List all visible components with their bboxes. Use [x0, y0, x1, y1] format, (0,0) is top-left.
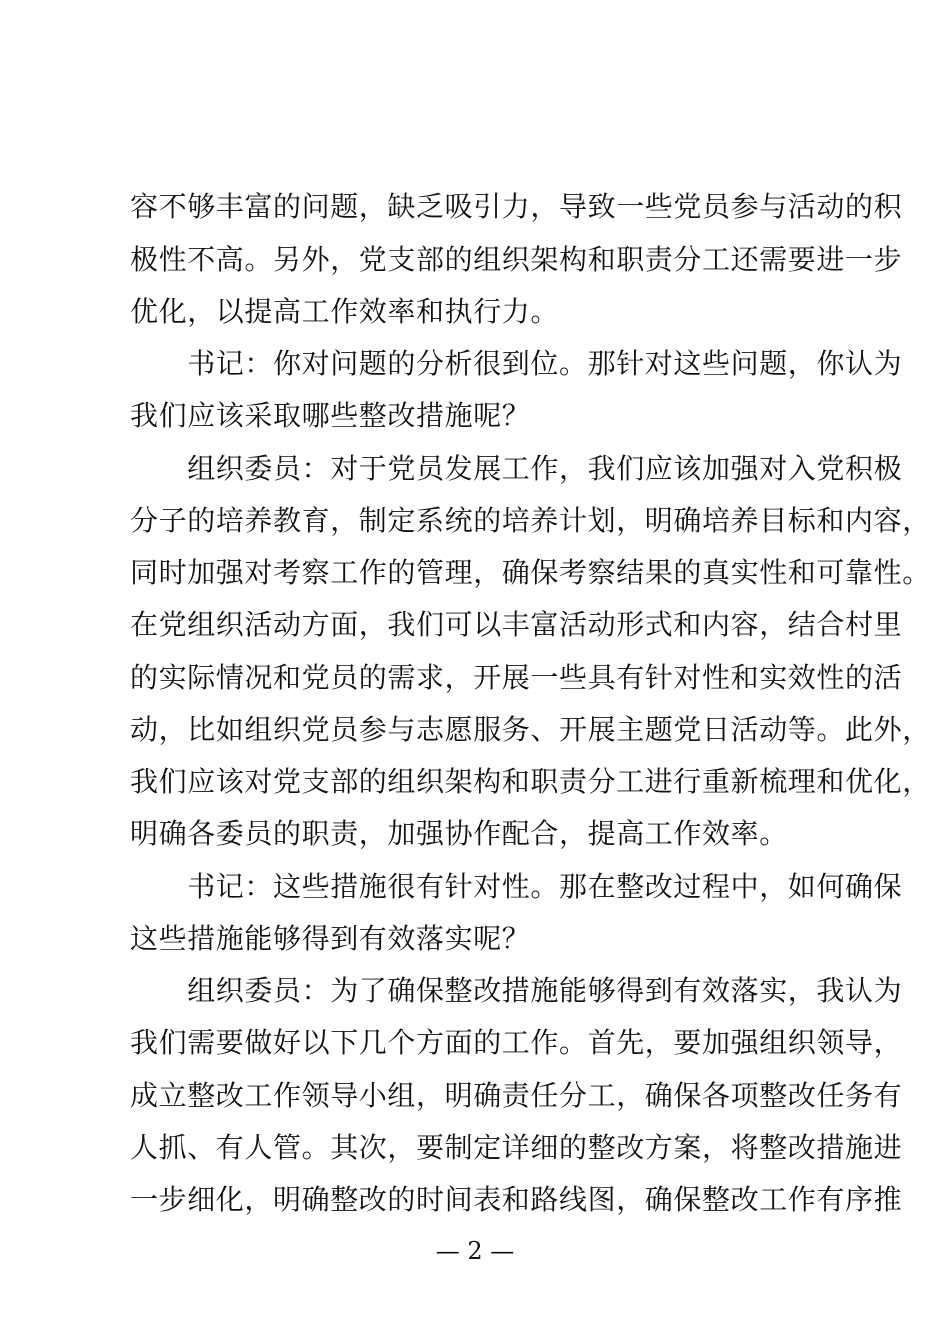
text-line: 容不够丰富的问题，缺乏吸引力，导致一些党员参与活动的积 — [130, 190, 903, 223]
text-line: 我们应该采取哪些整改措施呢？ — [130, 399, 531, 432]
text-line: 书记：你对问题的分析很到位。那针对这些问题，你认为 — [130, 347, 903, 380]
text-line: 极性不高。另外，党支部的组织架构和职责分工还需要进一步 — [130, 243, 903, 276]
text-line: 一步细化，明确整改的时间表和路线图，确保整改工作有序推 — [130, 1183, 903, 1216]
text-line: 组织委员：为了确保整改措施能够得到有效落实，我认为 — [130, 974, 903, 1007]
text-line: 书记：这些措施很有针对性。那在整改过程中，如何确保 — [130, 870, 903, 903]
text-line: 同时加强对考察工作的管理，确保考察结果的真实性和可靠性。 — [130, 556, 931, 589]
text-line: 这些措施能够得到有效落实呢？ — [130, 922, 531, 955]
text-line: 在党组织活动方面，我们可以丰富活动形式和内容，结合村里 — [130, 608, 903, 641]
text-line: 组织委员：对于党员发展工作，我们应该加强对入党积极 — [130, 452, 903, 485]
text-line: 明确各委员的职责，加强协作配合，提高工作效率。 — [130, 817, 788, 850]
text-line: 成立整改工作领导小组，明确责任分工，确保各项整改任务有 — [130, 1079, 903, 1112]
text-line: 优化，以提高工作效率和执行力。 — [130, 295, 560, 328]
text-line: 的实际情况和党员的需求，开展一些具有针对性和实效性的活 — [130, 661, 903, 694]
text-line: 我们需要做好以下几个方面的工作。首先，要加强组织领导， — [130, 1026, 903, 1059]
text-line: 人抓、有人管。其次，要制定详细的整改方案，将整改措施进 — [130, 1131, 903, 1164]
text-line: 动，比如组织党员参与志愿服务、开展主题党日活动等。此外， — [130, 713, 931, 746]
text-line: 我们应该对党支部的组织架构和职责分工进行重新梳理和优化， — [130, 765, 931, 798]
text-line: 分子的培养教育，制定系统的培养计划，明确培养目标和内容， — [130, 504, 931, 537]
page-number: — 2 — — [435, 1237, 515, 1265]
